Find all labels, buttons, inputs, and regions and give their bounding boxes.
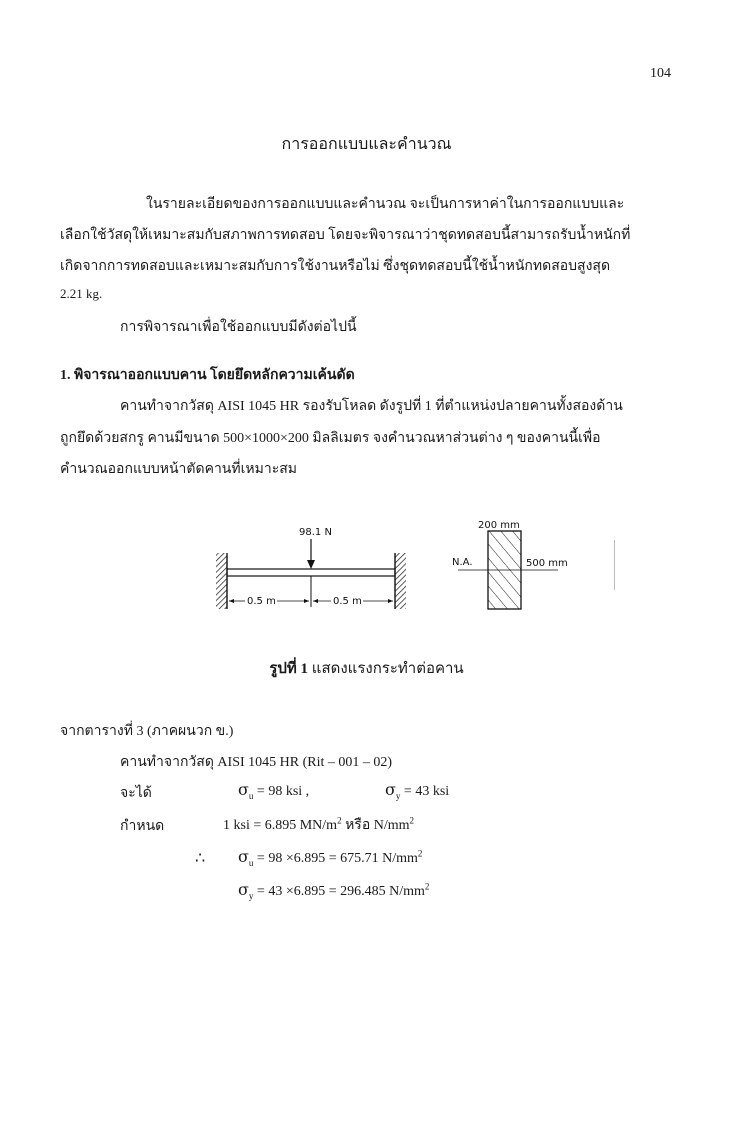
sigma-u-value: = 98 ksi , — [256, 784, 310, 799]
height-label: 500 mm — [526, 558, 568, 569]
cross-section-diagram — [440, 515, 580, 610]
neutral-axis-label: N.A. — [452, 557, 473, 568]
row2-label: กำหนด — [120, 819, 165, 834]
load-arrowhead — [307, 560, 315, 569]
sigma-y-line — [385, 780, 449, 801]
calc-source: จากตารางที่ 3 (ภาคผนวก ข.) — [60, 724, 234, 739]
right-span-label: 0.5 m — [333, 596, 362, 607]
conversion-alt: หรือ N/mm — [341, 818, 410, 833]
figure-caption — [0, 656, 733, 680]
beam — [227, 569, 395, 576]
sigma-u-calc-expr: = 98 ×6.895 = 675.71 N/mm — [256, 851, 418, 866]
sigma-u-symbol: σ — [238, 780, 249, 799]
sigma-y-subscript: y — [395, 790, 401, 801]
conversion-sup-1: 2 — [337, 815, 342, 826]
sigma-y-calc-expr: = 43 ×6.895 = 296.485 N/mm — [256, 884, 425, 899]
intro-line-3: เกิดจากการทดสอบและเหมาะสมกับการใช้งานหรือไม่ ซึ่งชุดทดสอบนี้ใช้น้ำหนักทดสอบสูงสุด — [60, 259, 611, 274]
sigma-u-calc-subscript: u — [248, 857, 254, 868]
sigma-u-calc-sup: 2 — [417, 848, 423, 859]
width-label: 200 mm — [478, 520, 520, 531]
sigma-y-value: = 43 ksi — [403, 784, 450, 799]
intro-followup: การพิจารณาเพื่อใช้ออกแบบมีดังต่อไปนี้ — [120, 320, 357, 335]
scan-artifact — [614, 540, 615, 590]
sigma-y-calc — [238, 880, 429, 901]
sigma-y-calc-sup: 2 — [424, 881, 430, 892]
left-span-label: 0.5 m — [247, 596, 276, 607]
sigma-y-symbol: σ — [385, 780, 396, 799]
right-wall-hatch — [395, 553, 406, 609]
calc-material: คานทำจากวัสดุ AISI 1045 HR (Rit – 001 – 02) — [120, 755, 393, 770]
page-title: การออกแบบและคำนวณ — [281, 136, 452, 153]
sigma-u-line — [238, 780, 309, 801]
unit-conversion — [223, 814, 414, 836]
intro-line-1: ในรายละเอียดของการออกแบบและคำนวณ จะเป็นการหาค่าในการออกแบบและ — [146, 197, 625, 212]
load-label: 98.1 N — [299, 527, 332, 538]
intro-line-2: เลือกใช้วัสดุให้เหมาะสมกับสภาพการทดสอบ โดยจะพิจารณาว่าชุดทดสอบนี้สามารถรับน้ำหนักที่ — [60, 228, 631, 243]
sigma-y-calc-subscript: y — [248, 890, 254, 901]
section-line-2: ถูกยึดด้วยสกรู คานมีขนาด 500×1000×200 มิลลิเมตร จงคำนวณหาส่วนต่าง ๆ ของคานนี้เพื่อ — [60, 431, 601, 446]
sigma-y-calc-symbol: σ — [238, 880, 249, 899]
page-number: 104 — [650, 66, 671, 81]
conversion-expr: 1 ksi = 6.895 MN/m — [223, 818, 338, 833]
beam-diagram — [205, 515, 420, 615]
sigma-u-calc-symbol: σ — [238, 847, 249, 866]
therefore-symbol: ∴ — [195, 850, 206, 867]
intro-line-4: 2.21 kg. — [60, 286, 103, 301]
figure-caption-text: แสดงแรงกระทำต่อคาน — [311, 661, 464, 677]
conversion-sup-2: 2 — [409, 815, 415, 826]
figure-caption-prefix: รูปที่ 1 — [269, 661, 309, 677]
section-heading: 1. พิจารณาออกแบบคาน โดยยึดหลักความเค้นดัด — [60, 368, 355, 383]
sigma-u-subscript: u — [248, 790, 254, 801]
sigma-u-calc — [238, 847, 422, 868]
section-line-1: คานทำจากวัสดุ AISI 1045 HR รองรับโหลด ดังรูปที่ 1 ที่ตำแหน่งปลายคานทั้งสองด้าน — [120, 399, 623, 414]
row1-label: จะได้ — [120, 786, 152, 801]
left-wall-hatch — [216, 553, 227, 609]
section-line-3: คำนวณออกแบบหน้าตัดคานที่เหมาะสม — [60, 462, 298, 477]
